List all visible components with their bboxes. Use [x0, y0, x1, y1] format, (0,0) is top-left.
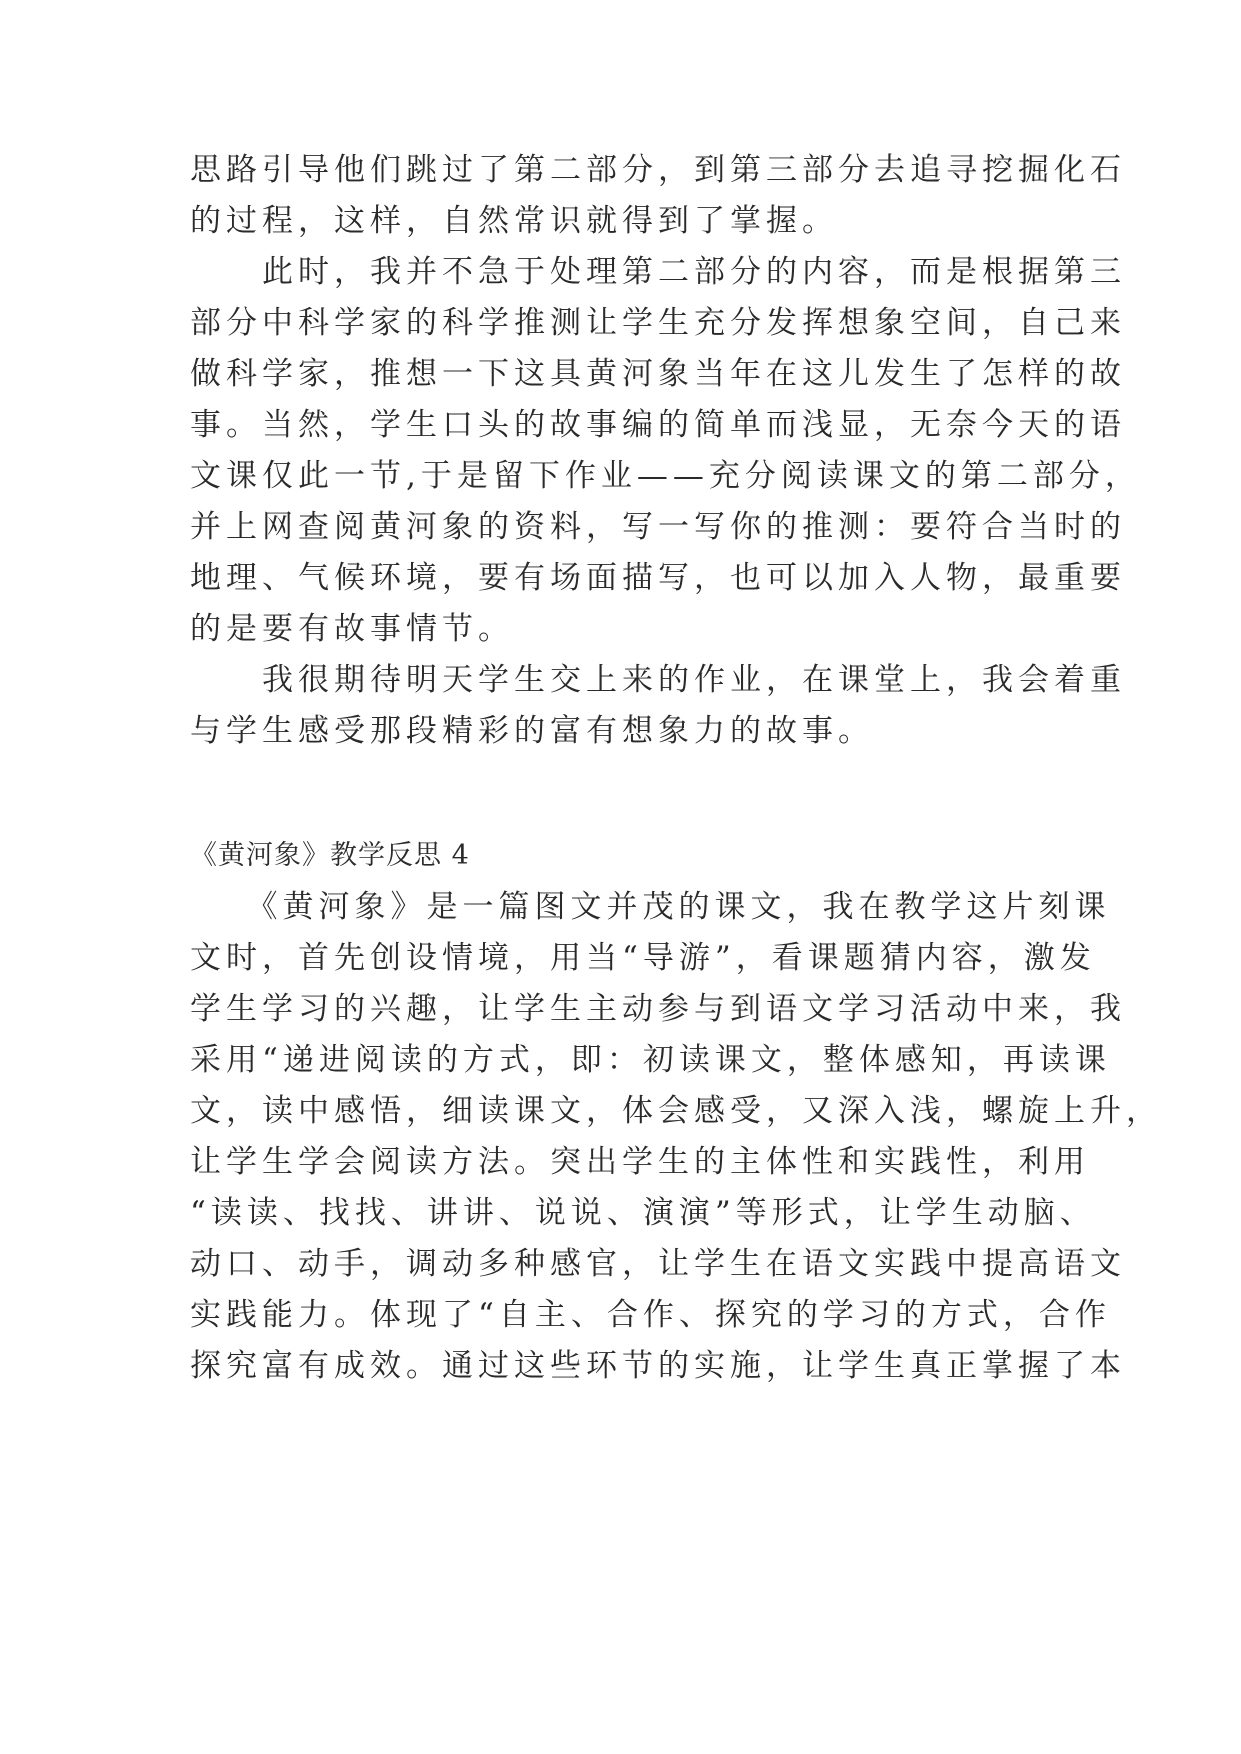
section-heading: 《黄河象》教学反思 4 [190, 840, 470, 871]
text-line: 动口、动手，调动多种感官，让学生在语文实践中提高语文 [190, 1246, 1126, 1282]
text-line: 部分中科学家的科学推测让学生充分发挥想象空间，自己来 [190, 305, 1126, 341]
text-line: 的过程，这样，自然常识就得到了掌握。 [190, 203, 838, 239]
text-line: 的是要有故事情节。 [190, 611, 514, 647]
text-line: 我很期待明天学生交上来的作业，在课堂上，我会着重 [190, 662, 1126, 698]
text-line: 采用“递进阅读的方式，即：初读课文，整体感知，再读课 [190, 1042, 1111, 1078]
text-line: 思路引导他们跳过了第二部分，到第三部分去追寻挖掘化石 [190, 152, 1126, 188]
text-line: 并上网查阅黄河象的资料，写一写你的推测：要符合当时的 [190, 509, 1126, 545]
text-line: 与学生感受那段精彩的富有想象力的故事。 [190, 713, 874, 749]
text-line: 地理、气候环境，要有场面描写，也可以加入人物，最重要 [190, 560, 1126, 596]
text-line: 文课仅此一节,于是留下作业——充分阅读课文的第二部分， [190, 458, 1141, 494]
text-line: 文时，首先创设情境，用当“导游”，看课题猜内容，激发 [190, 940, 1096, 976]
text-line: 让学生学会阅读方法。突出学生的主体性和实践性，利用 [190, 1144, 1090, 1180]
text-line: “读读、找找、讲讲、说说、演演”等形式，让学生动脑、 [190, 1195, 1096, 1231]
text-line: 探究富有成效。通过这些环节的实施，让学生真正掌握了本 [190, 1348, 1126, 1384]
text-line: 此时，我并不急于处理第二部分的内容，而是根据第三 [190, 254, 1126, 290]
text-line: 学生学习的兴趣，让学生主动参与到语文学习活动中来，我 [190, 991, 1126, 1027]
text-line: 文，读中感悟，细读课文，体会感受，又深入浅，螺旋上升， [190, 1093, 1162, 1129]
text-line: 实践能力。体现了“自主、合作、探究的学习的方式，合作 [190, 1297, 1111, 1333]
text-line: 《黄河象》是一篇图文并茂的课文，我在教学这片刻课 [190, 889, 1111, 925]
text-line: 事。当然，学生口头的故事编的简单而浅显，无奈今天的语 [190, 407, 1126, 443]
text-line: 做科学家，推想一下这具黄河象当年在这儿发生了怎样的故 [190, 356, 1126, 392]
